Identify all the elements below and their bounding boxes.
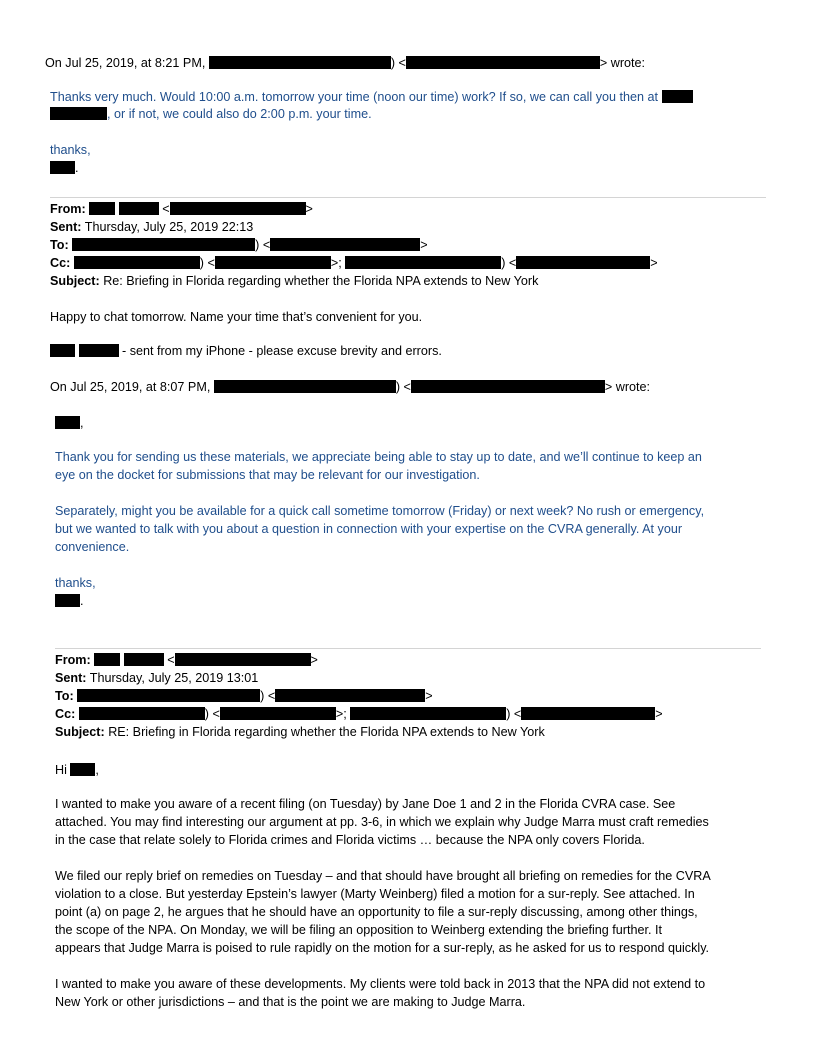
greeting: Hi xyxy=(55,763,67,777)
period: . xyxy=(80,594,84,608)
signature-line xyxy=(50,342,442,360)
body-line: eye on the docket for submissions that may be relevant for our investigation. xyxy=(55,468,480,482)
to-line xyxy=(50,236,428,254)
period: . xyxy=(75,161,79,175)
angle-close: > xyxy=(650,256,658,270)
redaction-block xyxy=(275,689,425,702)
signature-line xyxy=(55,592,84,610)
body-line: I wanted to make you aware of these developments. My clients were told back in 2013 that the NPA did not extend to xyxy=(55,977,706,991)
angle-close: > xyxy=(655,707,663,721)
cc-separator: ) < xyxy=(506,707,522,721)
sent-value: Thursday, July 25, 2019 22:13 xyxy=(84,220,254,234)
quoted-header-line xyxy=(50,378,650,396)
subject-value: RE: Briefing in Florida regarding whether the Florida NPA extends to New York xyxy=(108,725,545,739)
from-line xyxy=(50,200,313,218)
signature-line xyxy=(50,159,79,177)
redaction-block xyxy=(209,56,391,69)
to-label: To: xyxy=(55,689,74,703)
redaction-block xyxy=(50,107,107,120)
cc-separator: ) < xyxy=(204,707,220,721)
angle-close: > xyxy=(305,202,313,216)
redaction-block xyxy=(70,763,95,776)
redaction-block xyxy=(55,416,80,429)
comma: , xyxy=(80,416,84,430)
cc-label: Cc: xyxy=(50,256,71,270)
redaction-block xyxy=(94,653,120,666)
body-line: but we wanted to talk with you about a question in connection with your expertise on the CVRA generally. At your xyxy=(55,522,683,536)
redaction-block xyxy=(119,202,159,215)
to-label: To: xyxy=(50,238,69,252)
subject-line xyxy=(50,272,538,290)
quoted-header-line xyxy=(45,54,645,72)
subject-label: Subject: xyxy=(55,725,105,739)
redaction-block xyxy=(89,202,115,215)
wrote-suffix: > wrote: xyxy=(604,380,651,394)
subject-line xyxy=(55,723,545,741)
body-line: point (a) on page 2, he argues that he should have an opportunity to file a sur-reply discussing, among other things, xyxy=(55,905,698,919)
cc-line xyxy=(55,705,663,723)
redaction-block xyxy=(77,689,260,702)
angle-close: > xyxy=(425,689,433,703)
sent-label: Sent: xyxy=(50,220,82,234)
redaction-block xyxy=(345,256,501,269)
wrote-mid: ) < xyxy=(390,56,406,70)
redaction-block xyxy=(50,344,75,357)
comma: , xyxy=(95,763,99,777)
mobile-signature: - sent from my iPhone - please excuse brevity and errors. xyxy=(118,344,442,358)
body-line: We filed our reply brief on remedies on Tuesday – and that should have brought all briefing on remedies for the CVRA xyxy=(55,869,711,883)
body-line: convenience. xyxy=(55,540,130,554)
redaction-block xyxy=(55,594,80,607)
angle-open: < xyxy=(162,202,170,216)
from-line xyxy=(55,651,318,669)
divider xyxy=(55,648,761,649)
subject-label: Subject: xyxy=(50,274,100,288)
cc-separator: >; xyxy=(330,256,342,270)
redaction-block xyxy=(411,380,605,393)
wrote-prefix: On Jul 25, 2019, at 8:21 PM, xyxy=(45,56,206,70)
redaction-block xyxy=(79,707,205,720)
closing: thanks, xyxy=(55,576,96,590)
wrote-suffix: > wrote: xyxy=(599,56,646,70)
body-text: , or if not, we could also do 2:00 p.m. your time. xyxy=(107,107,372,121)
from-label: From: xyxy=(50,202,86,216)
redaction-block xyxy=(521,707,655,720)
sent-label: Sent: xyxy=(55,671,87,685)
redaction-block xyxy=(50,161,75,174)
redaction-block xyxy=(406,56,600,69)
sent-value: Thursday, July 25, 2019 13:01 xyxy=(89,671,259,685)
angle-open: < xyxy=(167,653,175,667)
from-label: From: xyxy=(55,653,91,667)
body-line: I wanted to make you aware of a recent filing (on Tuesday) by Jane Doe 1 and 2 in the Florida CVRA case. See xyxy=(55,797,676,811)
redaction-block xyxy=(170,202,306,215)
redaction-block xyxy=(516,256,650,269)
cc-separator: >; xyxy=(335,707,347,721)
to-separator: ) < xyxy=(260,689,276,703)
redaction-block xyxy=(270,238,420,251)
redaction-block xyxy=(350,707,506,720)
redaction-block xyxy=(175,653,311,666)
greeting-line xyxy=(55,761,99,779)
closing: thanks, xyxy=(50,143,91,157)
redaction-block xyxy=(215,256,331,269)
cc-separator: ) < xyxy=(199,256,215,270)
redaction-block xyxy=(124,653,164,666)
wrote-mid: ) < xyxy=(395,380,411,394)
body-line: Separately, might you be available for a quick call sometime tomorrow (Friday) or next week? No rush or emergency, xyxy=(55,504,705,518)
angle-close: > xyxy=(420,238,428,252)
cc-label: Cc: xyxy=(55,707,76,721)
reply-body: Happy to chat tomorrow. Name your time that’s convenient for you. xyxy=(50,310,423,324)
body-line xyxy=(50,88,693,106)
cc-line xyxy=(50,254,658,272)
angle-close: > xyxy=(310,653,318,667)
redaction-block xyxy=(220,707,336,720)
body-text: Thanks very much. Would 10:00 a.m. tomorrow your time (noon our time) work? If so, we can call you then at xyxy=(50,90,659,104)
body-line: violation to a close. But yesterday Epstein’s lawyer (Marty Weinberg) filed a motion for a sur-reply. See attached. In xyxy=(55,887,695,901)
body-line: the scope of the NPA. On Monday, we will be filing an opposition to Weinberg extending the briefing further. It xyxy=(55,923,662,937)
to-line xyxy=(55,687,433,705)
divider xyxy=(50,197,766,198)
sent-line xyxy=(50,218,253,236)
body-line: in the case that relate solely to Florida crimes and Florida victims … because the NPA only covers Florida. xyxy=(55,833,645,847)
redaction-block xyxy=(214,380,396,393)
sent-line xyxy=(55,669,258,687)
redaction-block xyxy=(72,238,255,251)
body-line: New York or other jurisdictions – and that is the point we are making to Judge Marra. xyxy=(55,995,526,1009)
greeting-line xyxy=(55,414,84,432)
subject-value: Re: Briefing in Florida regarding whether the Florida NPA extends to New York xyxy=(103,274,539,288)
body-line xyxy=(50,105,372,123)
body-line: attached. You may find interesting our argument at pp. 3-6, in which we explain why Judge Marra must craft remedies xyxy=(55,815,709,829)
to-separator: ) < xyxy=(255,238,271,252)
cc-separator: ) < xyxy=(501,256,517,270)
wrote-prefix: On Jul 25, 2019, at 8:07 PM, xyxy=(50,380,211,394)
body-line: Thank you for sending us these materials, we appreciate being able to stay up to date, and we’ll continue to keep an xyxy=(55,450,702,464)
redaction-block xyxy=(74,256,200,269)
redaction-block xyxy=(662,90,693,103)
redaction-block xyxy=(79,344,119,357)
body-line: appears that Judge Marra is poised to rule rapidly on the motion for a sur-reply, as he asked for us to respond quickly. xyxy=(55,941,710,955)
